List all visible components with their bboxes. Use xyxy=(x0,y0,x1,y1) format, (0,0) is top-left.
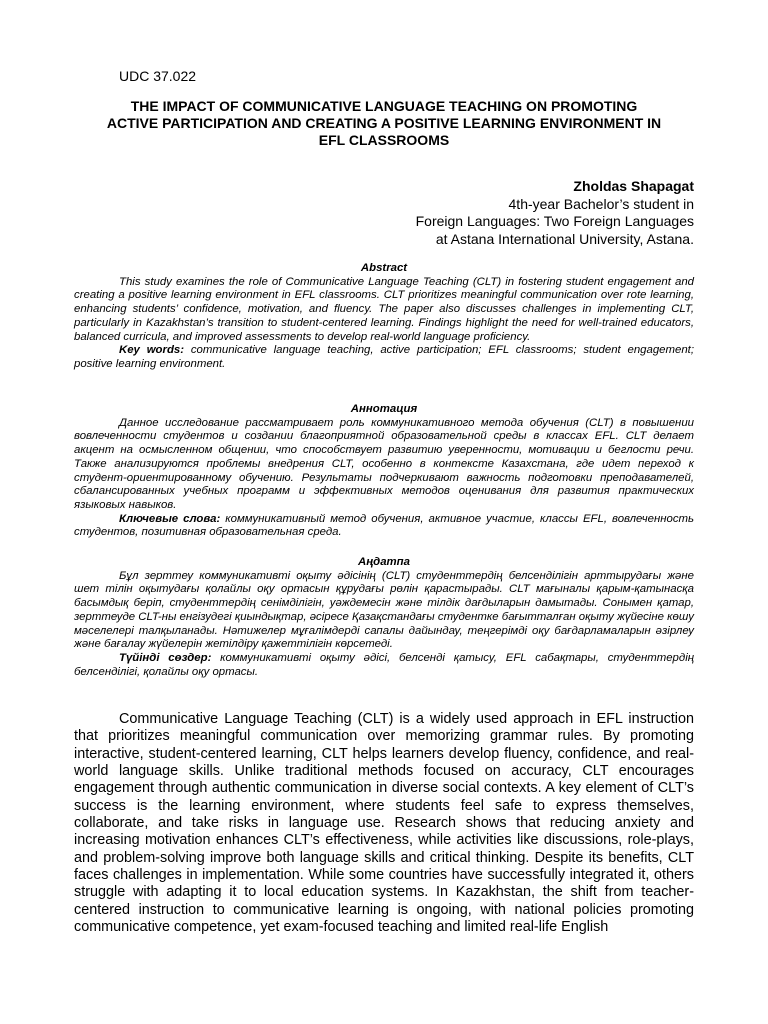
author-affiliation-line: at Astana International University, Astana. xyxy=(435,230,694,247)
author-name: Zholdas Shapagat xyxy=(573,178,694,194)
abstract-heading: Abstract xyxy=(360,262,408,274)
keywords xyxy=(74,652,694,679)
keywords-text: коммуникативті оқыту әдісі, белсенді қатысу, EFL сабақтары, студенттердің белсенділігі, қолайлы оқу ортасы. xyxy=(74,651,694,678)
author-block xyxy=(294,178,694,248)
paper-title xyxy=(74,98,694,149)
title-line: THE IMPACT OF COMMUNICATIVE LANGUAGE TEACHING ON PROMOTING xyxy=(130,98,638,114)
keywords-label: Ключевые слова: xyxy=(119,512,221,525)
author-affiliation-line: 4th-year Bachelor’s student in xyxy=(508,195,694,212)
keywords-text: коммуникативный метод обучения, активное участие, классы EFL, вовлеченность студентов, позитивная образовательная среда. xyxy=(74,512,694,539)
abstract-heading: Аңдатпа xyxy=(358,556,410,568)
abstract-kz xyxy=(74,556,694,679)
abstract-heading: Аннотация xyxy=(350,403,418,415)
abstract-text: Данное исследование рассматривает роль коммуникативного метода обучения (CLT) в повышении вовлеченности студентов и создании благоприятной образовательной среды в классах EFL. CLT делает акцент на осмысленном общении, что способствует развитию уверенности, мотивации и беглости речи. Также анализируются проблемы внедрения CLT, особенно в контексте Казахстана, где идет переход к студент-ориентированному обучению. Результаты подчеркивают важность подготовки преподавателей, сбалансированных учебных программ и эффективных методов оценивания для развития практических языковых навыков. xyxy=(74,416,694,511)
keywords xyxy=(74,344,694,371)
abstract-text: Бұл зерттеу коммуникативті оқыту әдісінің (CLT) студенттердің белсенділігін арттырудағы және шет тілін оқытудағы қолайлы оқу ортасын құрудағы рөлін қарастырады. CLT мағыналы қарым-қатынасқа басымдық беріп, студенттердің сенімділігін, уәждемесін және тілдік дағдыларын дамытады. Сонымен қатар, зерттеуде CLT-ны енгізудегі қиындықтар, әсіресе Қазақстандағы студентке бағытталған оқыту жүйесіне көшу мәселелері талқыланады. Нәтижелер мұғалімдерді сапалы дайындау, теңгерімді оқу бағдарламаларын әзірлеу және бағалау жүйелерін жетілдіру қажеттілігін көрсетеді. xyxy=(74,569,694,651)
abstract-text: This study examines the role of Communicative Language Teaching (CLT) in fostering student engagement and creating a positive learning environment in EFL classrooms. CLT prioritizes meaningful communication over rote learning, enhancing students’ confidence, motivation, and fluency. The paper also discusses challenges in implementing CLT, particularly in Kazakhstan’s transition to student-centered learning. Findings highlight the need for well-trained educators, balanced curricula, and improved assessments to develop real-world language proficiency. xyxy=(74,275,694,343)
author-affiliation-line: Foreign Languages: Two Foreign Languages xyxy=(415,213,694,229)
title-line: EFL CLASSROOMS xyxy=(318,132,450,148)
abstract-ru xyxy=(74,403,694,540)
keywords-text: communicative language teaching, active participation; EFL classrooms; student engagement; positive learning environment. xyxy=(74,344,694,370)
body-paragraph: Communicative Language Teaching (CLT) is a widely used approach in EFL instruction that prioritizes meaningful communication over memorizing grammar rules. By promoting interactive, student-centered learning, CLT helps learners develop fluency, confidence, and real-world language skills. Unlike traditional methods focused on accuracy, CLT encourages engagement through authentic communication in diverse social contexts. A key element of CLT’s success is the learning environment, where students feel safe to express themselves, collaborate, and take risks in language use. Research shows that reducing anxiety and increasing motivation enhances CLT’s effectiveness, while activities like discussions, role-plays, and problem-solving improve both language skills and critical thinking. Despite its benefits, CLT faces challenges in implementation. While some countries have successfully integrated it, others struggle with adapting it to local education systems. In Kazakhstan, the shift from teacher-centered instruction to communicative learning is ongoing, with national policies promoting communicative competence, yet exam-focused teaching and limited real-life English xyxy=(74,711,694,936)
udc-code: UDC 37.022 xyxy=(119,68,197,84)
keywords-label: Key words: xyxy=(119,344,185,357)
abstract-en xyxy=(74,262,694,372)
keywords-label: Түйінді сөздер: xyxy=(119,651,212,664)
keywords xyxy=(74,513,694,540)
title-line: ACTIVE PARTICIPATION AND CREATING A POSITIVE LEARNING ENVIRONMENT IN xyxy=(106,115,662,131)
